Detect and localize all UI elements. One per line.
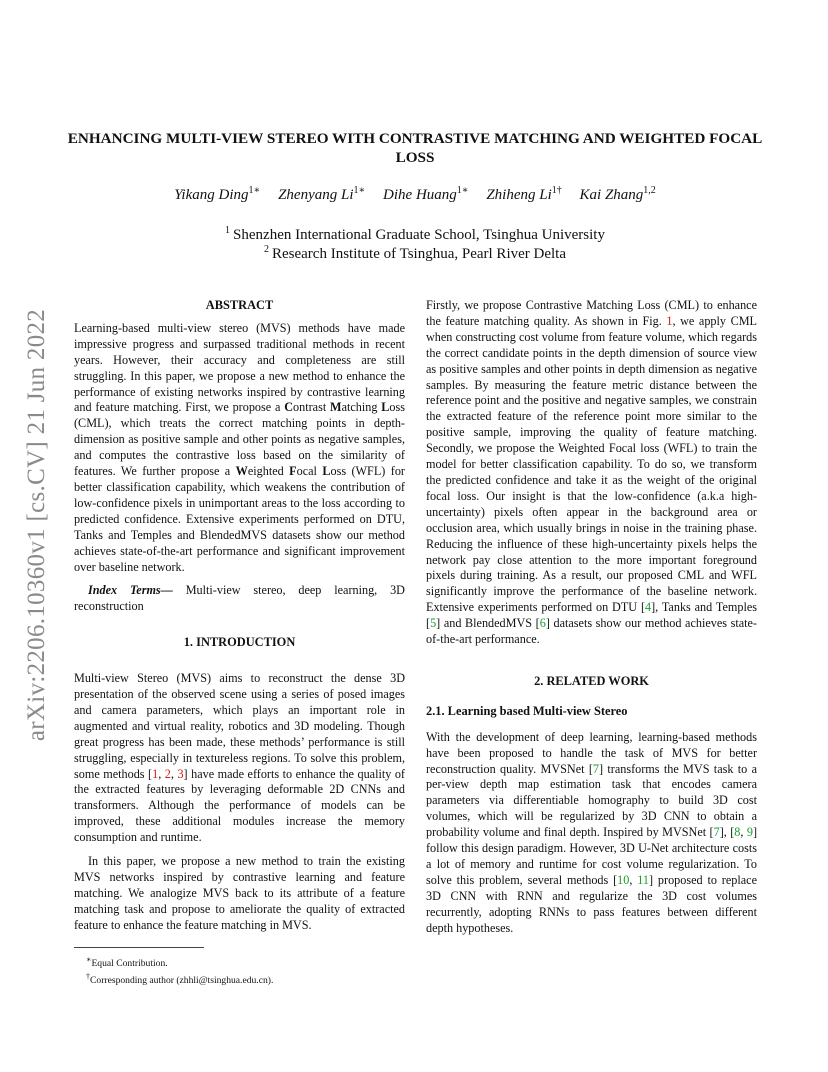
- intro-paragraph-3: Firstly, we propose Contrastive Matching Loss (CML) to enhance the feature matching quality. As shown in Fig. 1, we apply CML when constructing cost volume from feature volume, which regards the correct candidate points in the depth dimension of source view as positive samples and other points in depth dimension as negative samples. By measuring the feature metric distance between the reference point and the positive and negative samples, we constrain the extracted feature of the reference point more similar to the positive sample, improving the quality of feature matching. Secondly, we propose the Weighted Focal loss (WFL) to train the model for better classification capability. To do so, we transform the predicted confidence and take it as the weight of the original focal loss. Our insight is that the low-confidence (a.k.a high-uncertainty) pixels often appear in the background area or occlusion area, which usually brings in noise in the training phase. Reducing the influence of these high-uncertainty pixels helps the network pay close attention to the more important foreground pixels during training. As a result, our proposed CML and WFL significantly improve the performance of the baseline network. Extensive experiments performed on DTU [4], Tanks and Temples [5] and BlendedMVS [6] datasets show our method achieves state-of-the-art performance.: [426, 298, 758, 647]
- footnote-2: †Corresponding author (zhhli@tsinghua.edu.cn).: [86, 972, 274, 987]
- abstract-text: Learning-based multi-view stereo (MVS) methods have made impressive progress and surpassed traditional methods in recent years. However, their accuracy and completeness are still struggling. In this paper, we propose a new method to enhance the performance of existing networks inspired by contrastive learning and feature matching. First, we propose a Contrast Matching Loss (CML), which treats the correct matching points in depth-dimension as positive sample and other points as negative samples, and computes the contrastive loss based on the similarity of features. We further propose a Weighted Focal Loss (WFL) for better classification capability, which weakens the contribution of low-confidence pixels in unimportant areas to the loss according to predicted confidence. Extensive experiments performed on DTU, Tanks and Temples and BlendedMVS datasets show our method achieves state-of-the-art performance and significant improvement over baseline network.: [74, 320, 405, 574]
- footnotes: [74, 947, 405, 987]
- citation-link[interactable]: 3: [177, 766, 184, 781]
- arxiv-identifier-text: arXiv:2206.10360v1 [cs.CV] 21 Jun 2022: [23, 308, 50, 742]
- affiliation-1: $^1$ Shenzhen International Graduate School, Tsinghua University: [225, 225, 605, 243]
- right-column: [426, 298, 757, 945]
- author-list: [60, 185, 770, 204]
- arxiv-identifier-stamp: [22, 290, 52, 760]
- abstract-heading: ABSTRACT: [205, 298, 274, 312]
- subsection-heading: 2.1. Learning based Multi-view Stereo: [426, 703, 628, 718]
- author-3: Dihe Huang$^{1∗}$: [383, 185, 469, 203]
- author-5: Kai Zhang$^{1,2}$: [579, 185, 656, 203]
- index-terms: Index Terms— Multi-view stereo, deep learning, 3D reconstruction: [74, 583, 405, 614]
- citation-link[interactable]: 1: [152, 766, 159, 781]
- left-column: [74, 298, 405, 942]
- citation-link[interactable]: 4: [645, 600, 652, 615]
- related-paragraph-1: With the development of deep learning, learning-based methods have been proposed to handle the task of MVS for better reconstruction quality. MVSNet [7] transforms the MVS task to a per-view depth map estimation task that encodes camera parameters via differentiable homography to build 3D cost volumes, which will be regularized by 3D CNN to obtain a probability volume and final depth. Inspired by MVSNet [7], [8, 9] follow this design paradigm. However, 3D U-Net architecture costs a lot of memory and runtime for cost volume regularization. To solve this problem, several methods [10, 11] proposed to replace 3D CNN with RNN and regularize the 3D cost volumes recurrently, adopting RNNs to pass features between different depth hypotheses.: [426, 729, 757, 935]
- footnote-rule: [74, 947, 204, 948]
- figure-link[interactable]: 1: [666, 313, 673, 328]
- citation-link[interactable]: 7: [713, 825, 720, 840]
- citation-link[interactable]: 6: [539, 616, 546, 631]
- citation-link[interactable]: 9: [746, 825, 753, 840]
- citation-link[interactable]: 7: [592, 761, 599, 776]
- citation-link[interactable]: 8: [734, 825, 741, 840]
- introduction-heading: 1. INTRODUCTION: [183, 635, 296, 650]
- citation-link[interactable]: 11: [637, 872, 650, 887]
- citation-link[interactable]: 2: [164, 766, 171, 781]
- intro-paragraph-1: Multi-view Stereo (MVS) aims to reconstruct the dense 3D presentation of the observed scene using a series of posed images and camera parameters, which plays an important role in augmented and virtual reality, robotics and 3D modeling. Though great progress has been made, these methods’ performance is still struggling, especially in textureless regions. To solve this problem, some methods [1, 2, 3] have made efforts to enhance the quality of the extracted features by leveraging deformable 2D CNNs and transformers. Although the performance of models can be improved, these additional modules increase the memory consumption and runtime.: [74, 671, 405, 845]
- related-work-heading: 2. RELATED WORK: [534, 673, 649, 688]
- author-2: Zhenyang $Li^{1∗}$: [278, 185, 366, 203]
- affiliation-2: $^2$ Research Institute of Tsinghua, Pearl River Delta: [263, 244, 566, 262]
- citation-link[interactable]: 5: [430, 616, 437, 631]
- paper-title: ENHANCING MULTI-VIEW STEREO WITH CONTRASTIVE MATCHING AND WEIGHTED FOCAL LOSS: [67, 130, 763, 166]
- intro-paragraph-2: In this paper, we propose a new method to train the existing MVS networks inspired by contrastive learning and feature matching. We analogize MVS back to its attribute of a feature matching task and propose to ameliorate the quality of extracted feature to enhance the feature matching in MVS.: [74, 854, 405, 932]
- author-4: Zhiheng $Li^{1\dagger}$: [486, 185, 562, 203]
- author-1: Yikang Ding$^{1∗}$: [174, 185, 261, 203]
- footnote-1: ∗Equal Contribution.: [86, 955, 168, 970]
- citation-link[interactable]: 10: [617, 872, 630, 887]
